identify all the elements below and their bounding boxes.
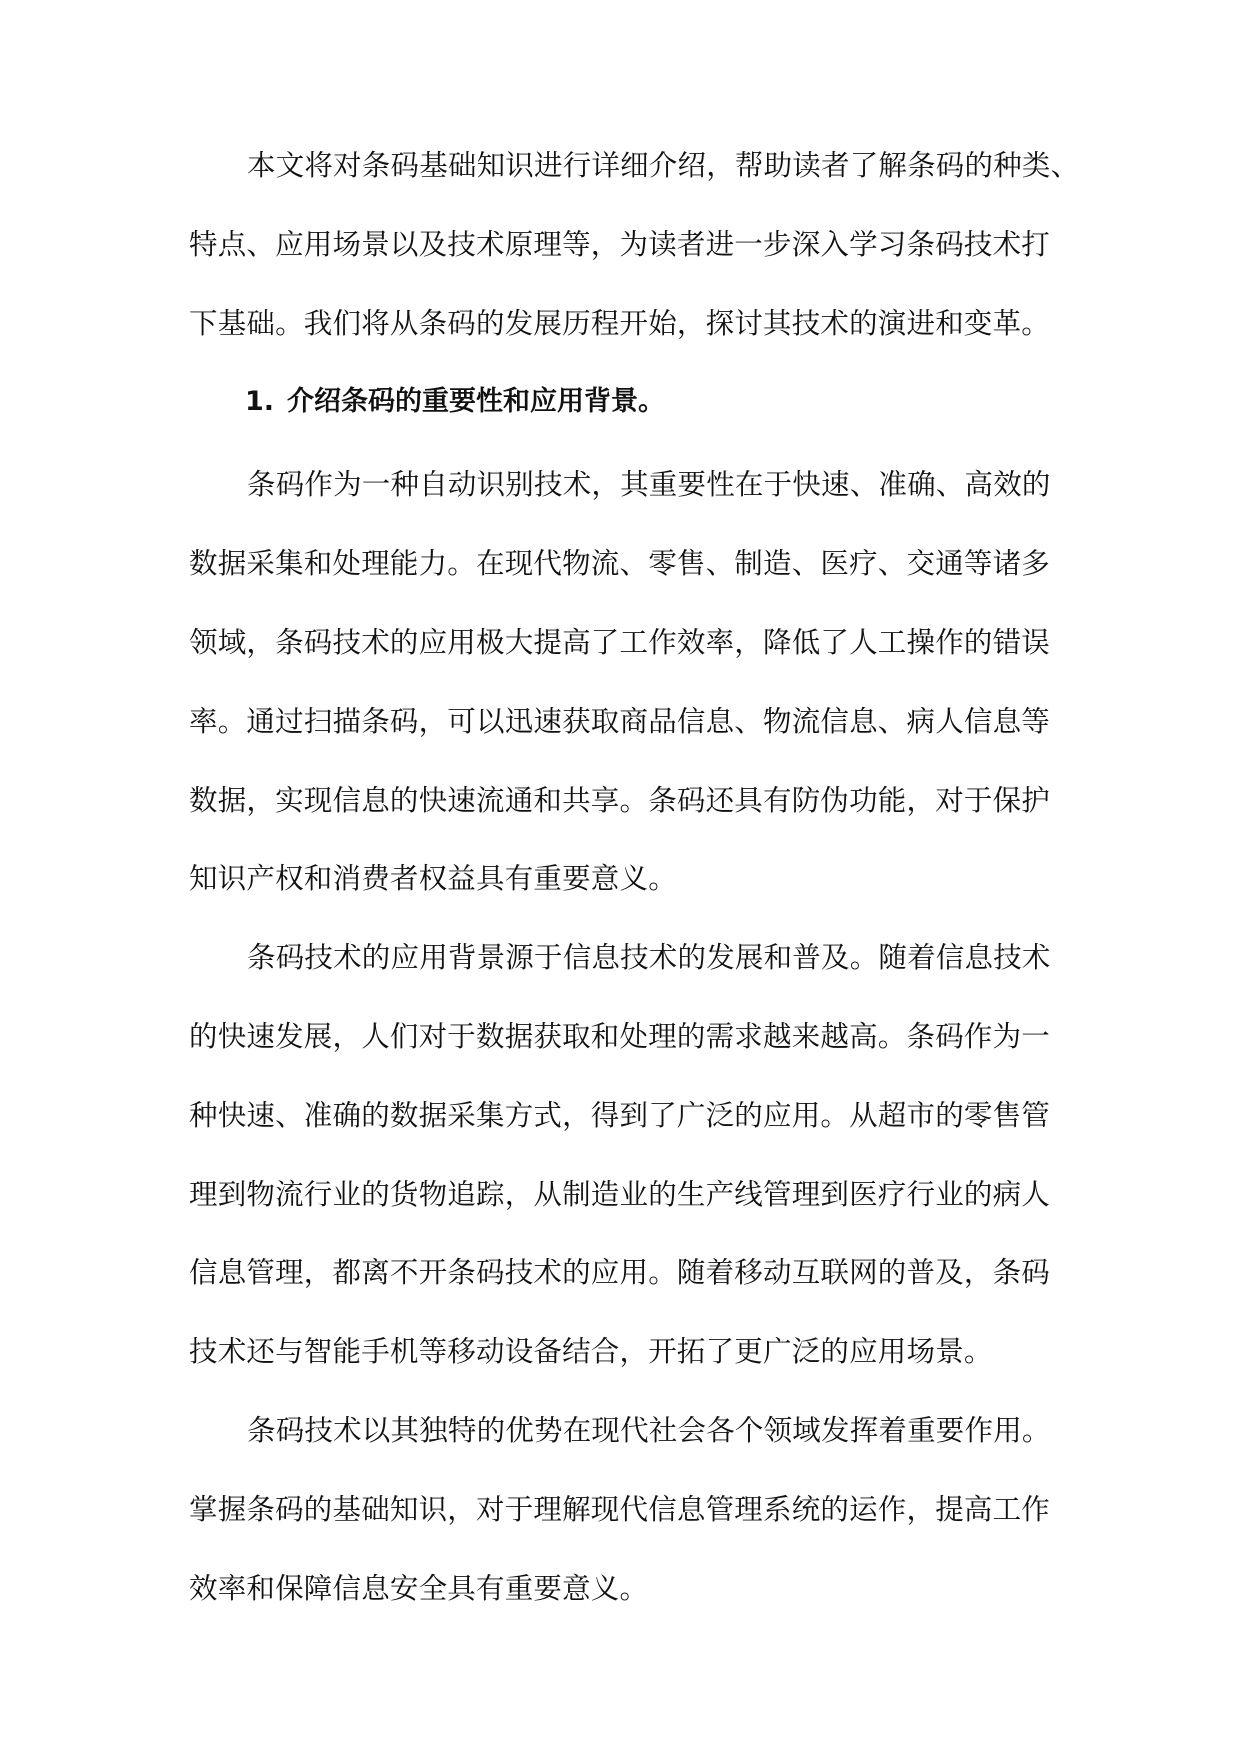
paragraph-line: 掌握条码的基础知识，对于理解现代信息管理系统的运作，提高工作 [189, 1492, 1051, 1526]
paragraph-line: 理到物流行业的货物追踪，从制造业的生产线管理到医疗行业的病人 [189, 1177, 1051, 1211]
paragraph-line: 特点、应用场景以及技术原理等，为读者进一步深入学习条码技术打 [189, 227, 1051, 261]
paragraph-line: 本文将对条码基础知识进行详细介绍，帮助读者了解条码的种类、 [247, 149, 1080, 182]
paragraph-line: 的快速发展，人们对于数据获取和处理的需求越来越高。条码作为一 [189, 1019, 1051, 1053]
paragraph-line: 领域，条码技术的应用极大提高了工作效率，降低了人工操作的错误 [189, 625, 1051, 659]
paragraph-line: 下基础。我们将从条码的发展历程开始，探讨其技术的演进和变革。 [189, 306, 1051, 340]
paragraph-line: 条码技术的应用背景源于信息技术的发展和普及。随着信息技术 [247, 941, 1051, 975]
paragraph-line: 信息管理，都离不开条码技术的应用。随着移动互联网的普及，条码 [189, 1256, 1051, 1290]
paragraph-line: 数据采集和处理能力。在现代物流、零售、制造、医疗、交通等诸多 [189, 547, 1051, 581]
paragraph-line: 数据，实现信息的快速流通和共享。条码还具有防伪功能，对于保护 [189, 783, 1051, 817]
paragraph-line: 种快速、准确的数据采集方式，得到了广泛的应用。从超市的零售管 [189, 1098, 1051, 1132]
body-paragraph [189, 457, 1057, 930]
heading-text: 介绍条码的重要性和应用背景。 [287, 386, 665, 418]
intro-paragraph [189, 138, 1080, 374]
body-paragraph [189, 930, 1057, 1403]
section-heading [189, 374, 1057, 457]
paragraph-line: 条码作为一种自动识别技术，其重要性在于快速、准确、高效的 [247, 468, 1051, 502]
paragraph-line: 条码技术以其独特的优势在现代社会各个领域发挥着重要作用。 [247, 1413, 1051, 1447]
paragraph-line: 率。通过扫描条码，可以迅速获取商品信息、物流信息、病人信息等 [189, 704, 1051, 738]
document-body [189, 138, 1080, 1639]
paragraph-line: 效率和保障信息安全具有重要意义。 [189, 1571, 649, 1605]
heading-number: 1. [245, 386, 275, 418]
body-paragraph [189, 1403, 1057, 1639]
paragraph-line: 技术还与智能手机等移动设备结合，开拓了更广泛的应用场景。 [189, 1335, 993, 1369]
paragraph-line: 知识产权和消费者权益具有重要意义。 [189, 862, 677, 896]
